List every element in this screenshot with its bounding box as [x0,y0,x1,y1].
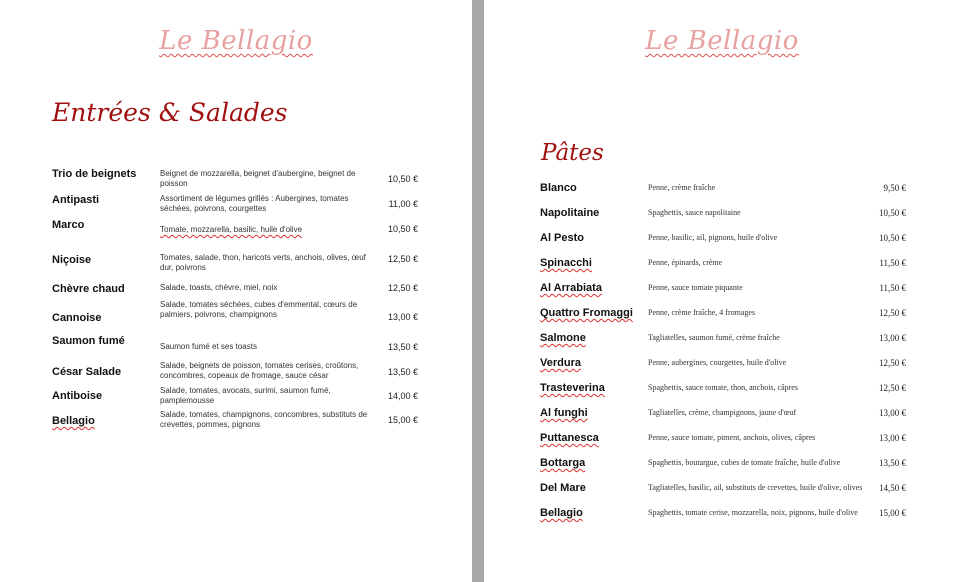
item-name: Chèvre chaud [52,283,125,295]
item-price: 9,50 € [883,183,906,193]
item-description: Tagliatelles, crème, champignons, jaune d'œuf [648,408,797,417]
item-description: Salade, beignets de poisson, tomates cerises, croûtons, concombres, copeaux de fromage, sauce césar [160,361,359,380]
item-description: Saumon fumé et ses toasts [160,342,257,351]
item-price: 12,50 € [879,308,906,318]
item-description: Spaghettis, sauce tomate, thon, anchois, câpres [648,383,798,392]
item-description: Salade, toasts, chèvre, miel, noix [160,283,278,292]
page-gap [472,0,484,582]
item-price: 11,00 € [388,199,418,209]
item-price: 12,50 € [879,358,906,368]
item-description: Tagliatelles, basilic, ail, substituts de crevettes, huile d'olive, olives [648,483,863,492]
item-price: 10,50 € [879,208,906,218]
item-price: 13,50 € [387,367,418,377]
item-price: 12,50 € [387,254,418,264]
section-title-entrees: Entrées & Salades [52,98,288,127]
item-name: Del Mare [540,482,586,494]
item-description: Assortiment de légumes grillés : Aubergines, tomates séchées, poivrons, courgettes [160,194,349,213]
item-description: Penne, sauce tomate, piment, anchois, olives, câpres [648,433,816,442]
item-price: 14,00 € [387,391,418,401]
item-name: Trasteverina [540,382,605,394]
item-name: Antiboise [52,390,103,402]
item-price: 14,50 € [879,483,906,493]
item-description: Beignet de mozzarella, beignet d'aubergine, beignet de poisson [160,169,356,188]
item-price: 10,50 € [879,233,906,243]
item-price: 13,00 € [879,333,906,343]
item-description: Tomate, mozzarella, basilic, huile d'olive [160,225,303,234]
item-name: Bellagio [52,415,95,427]
item-name: Niçoise [52,254,92,266]
item-price: 13,00 € [879,408,906,418]
item-name: Trio de beignets [52,168,137,180]
item-name: Verdura [540,357,581,369]
item-description: Penne, crème fraîche, 4 fromages [648,308,756,317]
item-price: 11,50 € [879,283,906,293]
item-price: 10,50 € [387,224,418,234]
item-price: 12,50 € [387,283,418,293]
item-name: Puttanesca [540,432,599,444]
item-name: Cannoise [52,312,102,324]
item-description: Penne, aubergines, courgettes, huile d'olive [648,358,787,367]
item-name: Salmone [540,332,586,344]
item-price: 10,50 € [387,174,418,184]
item-name: Al Arrabiata [540,282,602,294]
item-price: 13,50 € [387,342,418,352]
item-price: 11,50 € [879,258,906,268]
item-description: Penne, crème fraîche [648,183,716,192]
item-price: 15,00 € [387,415,418,425]
item-description: Spaghettis, boutargue, cubes de tomate fraîche, huile d'olive [648,458,841,467]
brand-heading: Le Bellagio [645,26,799,56]
item-name: Saumon fumé [52,335,125,347]
item-price: 13,50 € [879,458,906,468]
item-price: 15,00 € [879,508,906,518]
item-name: Antipasti [52,194,100,206]
item-name: Napolitaine [540,207,600,219]
brand-heading: Le Bellagio [159,26,313,56]
item-name: Marco [52,219,85,231]
item-description: Tomates, salade, thon, haricots verts, anchois, olives, œuf dur, poivrons [160,253,366,272]
item-description: Penne, basilic, ail, pignons, huile d'olive [648,233,778,242]
item-description: Penne, sauce tomate piquante [648,283,743,292]
item-description: Penne, épinards, crème [648,258,723,267]
item-name: César Salade [52,366,122,378]
item-description: Salade, tomates séchées, cubes d'emmental, cœurs de palmiers, poivrons, champignons [160,300,358,319]
item-name: Bottarga [540,457,586,469]
section-title-pates: Pâtes [541,140,604,166]
item-description: Spaghettis, tomate cerise, mozzarella, noix, pignons, huile d'olive [648,508,858,517]
item-name: Bellagio [540,507,583,519]
item-name: Spinacchi [540,257,592,269]
item-description: Spaghettis, sauce napolitaine [648,208,741,217]
item-description: Salade, tomates, champignons, concombres, substituts de crevettes, pommes, pignons [160,410,368,429]
item-name: Al Pesto [540,232,585,244]
item-description: Tagliatelles, saumon fumé, crème fraîche [648,333,780,342]
item-price: 12,50 € [879,383,906,393]
item-description: Salade, tomates, avocats, surimi, saumon fumé, pamplemousse [160,386,331,405]
item-price: 13,00 € [879,433,906,443]
item-name: Blanco [540,182,577,194]
item-price: 13,00 € [387,312,418,322]
item-name: Quattro Fromaggi [540,307,633,319]
item-name: Al funghi [540,407,588,419]
